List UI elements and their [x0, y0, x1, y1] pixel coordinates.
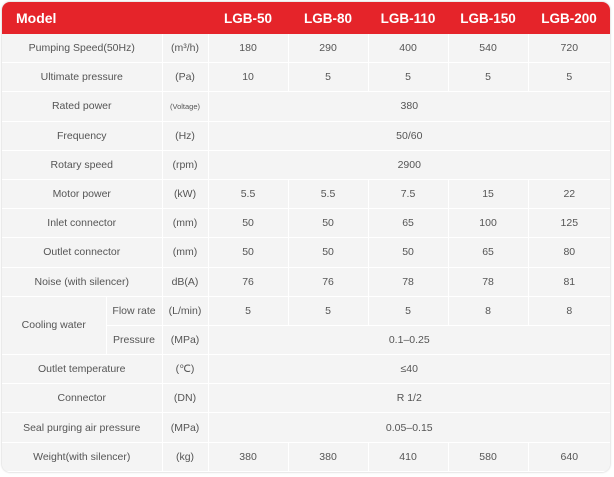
cell-value: 50 — [288, 238, 368, 267]
row-unit: (Voltage) — [162, 92, 208, 121]
model-header: Model — [2, 2, 208, 34]
row-label: Motor power — [2, 179, 162, 208]
cell-value: 5 — [288, 63, 368, 92]
cell-value: 100 — [448, 209, 528, 238]
row-label: Pressure — [106, 325, 162, 354]
row-unit: (Pa) — [162, 63, 208, 92]
cell-value: 400 — [368, 34, 448, 63]
cell-value: 5 — [368, 63, 448, 92]
cell-value: 76 — [288, 267, 368, 296]
cell-value: 5.5 — [208, 179, 288, 208]
cell-value: 15 — [448, 179, 528, 208]
row-label: Outlet temperature — [2, 355, 162, 384]
table-row — [2, 179, 610, 208]
row-label: Frequency — [2, 121, 162, 150]
cell-value: 50 — [208, 238, 288, 267]
row-label: Rotary speed — [2, 150, 162, 179]
model-lgb-200: LGB-200 — [528, 2, 610, 34]
cell-value: 65 — [368, 209, 448, 238]
cell-value: 7.5 — [368, 179, 448, 208]
row-label: Outlet connector — [2, 238, 162, 267]
row-unit: (rpm) — [162, 150, 208, 179]
row-label: Noise (with silencer) — [2, 267, 162, 296]
table-row — [2, 92, 610, 121]
row-unit: (kg) — [162, 442, 208, 471]
cell-merged-value: R 1/2 — [208, 384, 610, 413]
model-lgb-150: LGB-150 — [448, 2, 528, 34]
row-unit: (DN) — [162, 384, 208, 413]
cell-value: 65 — [448, 238, 528, 267]
cell-value: 5 — [288, 296, 368, 325]
cell-value: 5 — [448, 63, 528, 92]
cell-value: 5 — [368, 296, 448, 325]
cell-value: 78 — [448, 267, 528, 296]
cell-merged-value: 0.1–0.25 — [208, 325, 610, 354]
cell-value: 580 — [448, 442, 528, 471]
row-label: Pumping Speed(50Hz) — [2, 34, 162, 63]
cell-merged-value: 2900 — [208, 150, 610, 179]
row-unit: dB(A) — [162, 267, 208, 296]
cell-value: 5 — [208, 296, 288, 325]
cell-value: 81 — [528, 267, 610, 296]
cell-value: 8 — [448, 296, 528, 325]
table-row — [2, 34, 610, 63]
table-row — [2, 267, 610, 296]
cell-value: 720 — [528, 34, 610, 63]
cell-value: 80 — [528, 238, 610, 267]
row-label: Rated power — [2, 92, 162, 121]
row-unit: (℃) — [162, 355, 208, 384]
cell-merged-value: 0.05–0.15 — [208, 413, 610, 442]
row-label: Flow rate — [106, 296, 162, 325]
cell-value: 50 — [368, 238, 448, 267]
header-row — [2, 2, 610, 34]
row-label: Seal purging air pressure — [2, 413, 162, 442]
cell-value: 76 — [208, 267, 288, 296]
table-row — [2, 442, 610, 471]
cell-value: 290 — [288, 34, 368, 63]
cell-value: 380 — [288, 442, 368, 471]
table-row — [2, 209, 610, 238]
model-lgb-50: LGB-50 — [208, 2, 288, 34]
table-row — [2, 121, 610, 150]
row-unit: (MPa) — [162, 413, 208, 442]
row-unit: (mm) — [162, 238, 208, 267]
row-label: Weight(with silencer) — [2, 442, 162, 471]
row-unit: (kW) — [162, 179, 208, 208]
row-unit: (m³/h) — [162, 34, 208, 63]
spec-table — [2, 2, 610, 472]
table-row — [2, 355, 610, 384]
table-row — [2, 150, 610, 179]
cell-value: 22 — [528, 179, 610, 208]
row-unit: (L/min) — [162, 296, 208, 325]
table-row — [2, 238, 610, 267]
row-unit: (MPa) — [162, 325, 208, 354]
row-label: Inlet connector — [2, 209, 162, 238]
row-unit: (Hz) — [162, 121, 208, 150]
cell-value: 540 — [448, 34, 528, 63]
cell-value: 410 — [368, 442, 448, 471]
table-row — [2, 63, 610, 92]
cell-value: 50 — [208, 209, 288, 238]
table-row — [2, 413, 610, 442]
cell-value: 78 — [368, 267, 448, 296]
cell-merged-value: ≤40 — [208, 355, 610, 384]
model-lgb-110: LGB-110 — [368, 2, 448, 34]
cell-value: 10 — [208, 63, 288, 92]
row-group-label: Cooling water — [2, 296, 106, 354]
model-lgb-80: LGB-80 — [288, 2, 368, 34]
cell-value: 180 — [208, 34, 288, 63]
cell-merged-value: 380 — [208, 92, 610, 121]
cell-value: 640 — [528, 442, 610, 471]
cell-merged-value: 50/60 — [208, 121, 610, 150]
cell-value: 50 — [288, 209, 368, 238]
row-unit: (mm) — [162, 209, 208, 238]
cell-value: 125 — [528, 209, 610, 238]
row-label: Ultimate pressure — [2, 63, 162, 92]
cell-value: 380 — [208, 442, 288, 471]
spec-table-card — [2, 2, 610, 472]
row-label: Connector — [2, 384, 162, 413]
cell-value: 8 — [528, 296, 610, 325]
table-row — [2, 384, 610, 413]
cell-value: 5.5 — [288, 179, 368, 208]
cell-value: 5 — [528, 63, 610, 92]
table-row — [2, 296, 610, 325]
